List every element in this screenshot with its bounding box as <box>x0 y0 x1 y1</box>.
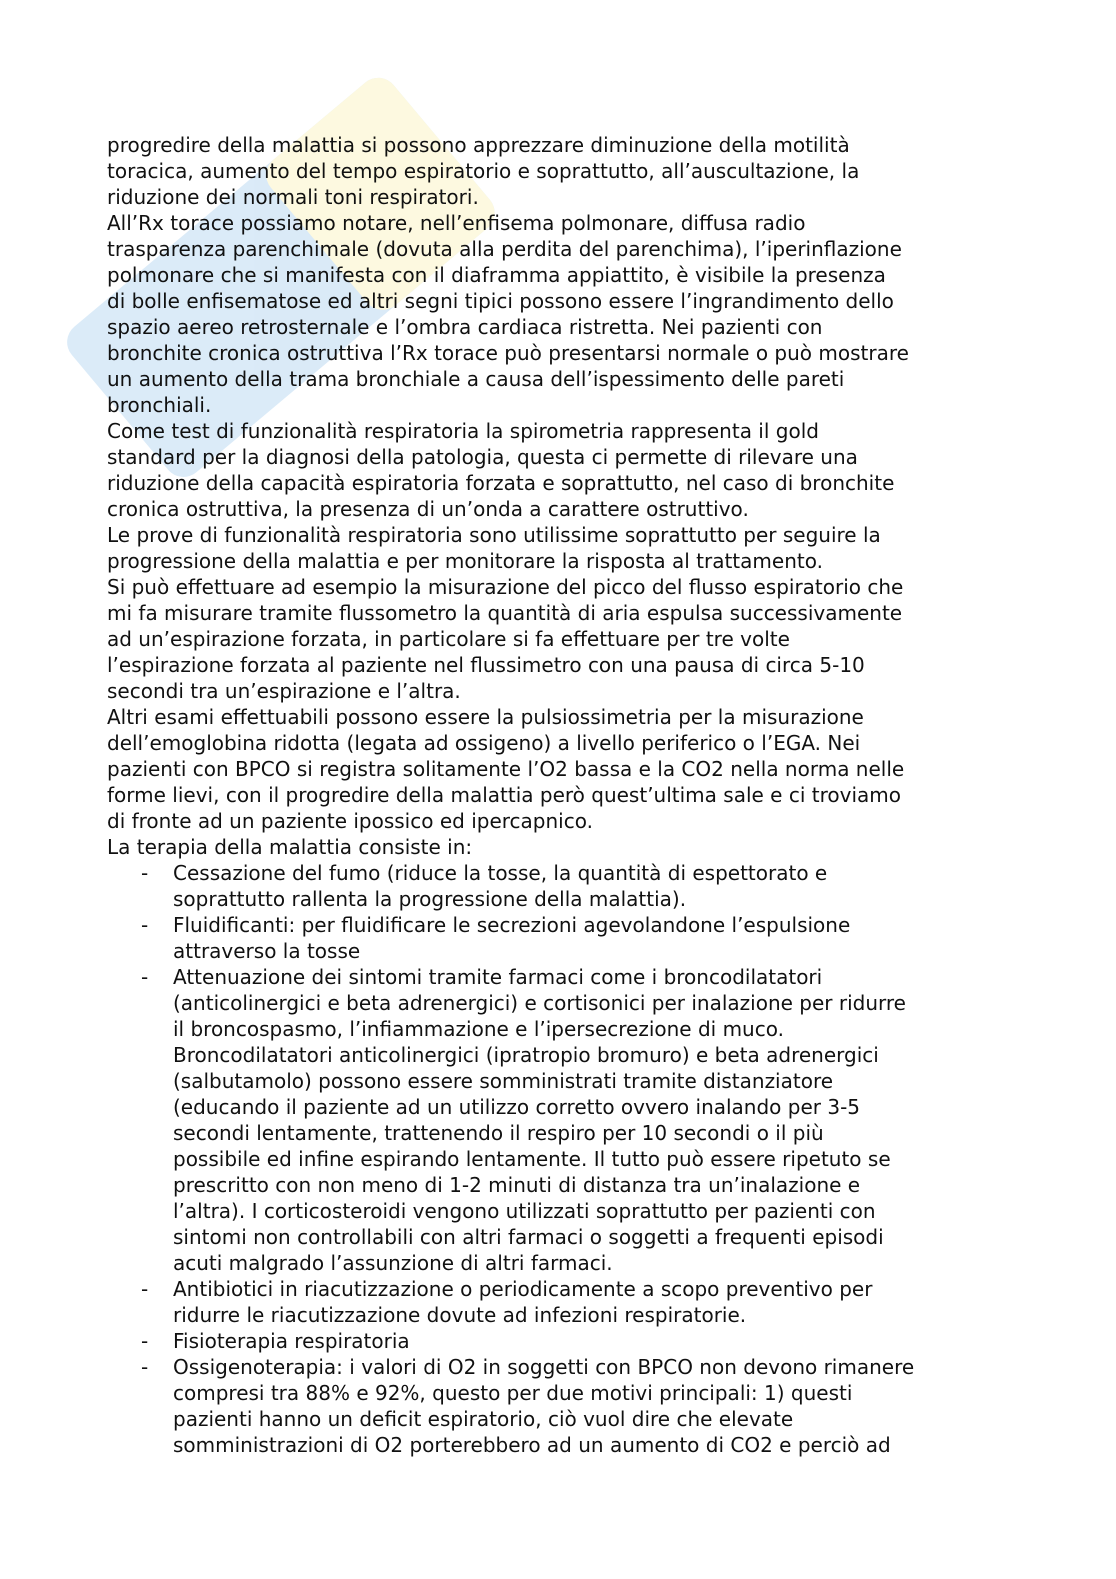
list-bullet: - <box>141 965 149 989</box>
text-line: di fronte ad un paziente ipossico ed ipercapnico. <box>107 809 593 833</box>
text-line: secondi tra un’espirazione e l’altra. <box>107 679 461 703</box>
text-line: riduzione dei normali toni respiratori. <box>107 185 479 209</box>
text-line: Le prove di funzionalità respiratoria sono utilissime soprattutto per seguire la <box>107 523 881 547</box>
list-item <box>107 860 914 912</box>
list-item-text: Fluidificanti: per fluidificare le secrezioni agevolandone l’espulsione <box>173 913 851 937</box>
text-line: di bolle enfisematose ed altri segni tipici possono essere l’ingrandimento dello <box>107 289 894 313</box>
therapy-list <box>107 860 914 1458</box>
list-bullet: - <box>141 861 149 885</box>
text-line: progressione della malattia e per monitorare la risposta al trattamento. <box>107 549 823 573</box>
list-item-text: attraverso la tosse <box>173 939 361 963</box>
list-item-text: (educando il paziente ad un utilizzo corretto ovvero inalando per 3-5 <box>173 1095 861 1119</box>
text-line: polmonare che si manifesta con il diaframma appiattito, è visibile la presenza <box>107 263 886 287</box>
text-line: Come test di funzionalità respiratoria la spirometria rappresenta il gold <box>107 419 819 443</box>
text-line: spazio aereo retrosternale e l’ombra cardiaca ristretta. Nei pazienti con <box>107 315 823 339</box>
text-line: trasparenza parenchimale (dovuta alla perdita del parenchima), l’iperinflazione <box>107 237 902 261</box>
list-bullet: - <box>141 913 149 937</box>
list-item <box>107 1328 914 1354</box>
list-bullet: - <box>141 1355 149 1379</box>
text-line: All’Rx torace possiamo notare, nell’enfisema polmonare, diffusa radio <box>107 211 806 235</box>
list-item-text: pazienti hanno un deficit espiratorio, ciò vuol dire che elevate <box>173 1407 794 1431</box>
text-line: mi fa misurare tramite flussometro la quantità di aria espulsa successivamente <box>107 601 903 625</box>
text-line: riduzione della capacità espiratoria forzata e soprattutto, nel caso di bronchite <box>107 471 895 495</box>
text-line: pazienti con BPCO si registra solitamente l’O2 bassa e la CO2 nella norma nelle <box>107 757 905 781</box>
text-line: La terapia della malattia consiste in: <box>107 835 473 859</box>
list-item-text: ridurre le riacutizzazione dovute ad infezioni respiratorie. <box>173 1303 747 1327</box>
text-line: bronchiali. <box>107 393 212 417</box>
list-item-text: compresi tra 88% e 92%, questo per due motivi principali: 1) questi <box>173 1381 853 1405</box>
list-item-text: il broncospasmo, l’infiammazione e l’ipersecrezione di muco. <box>173 1017 784 1041</box>
list-item-text: l’altra). I corticosteroidi vengono utilizzati soprattutto per pazienti con <box>173 1199 876 1223</box>
intro-paragraphs <box>107 132 914 860</box>
text-line: forme lievi, con il progredire della malattia però quest’ultima sale e ci troviamo <box>107 783 901 807</box>
list-item <box>107 1276 914 1328</box>
text-line: Altri esami effettuabili possono essere la pulsiossimetria per la misurazione <box>107 705 864 729</box>
document-body <box>107 132 914 1458</box>
text-line: bronchite cronica ostruttiva l’Rx torace può presentarsi normale o può mostrare <box>107 341 909 365</box>
list-item <box>107 912 914 964</box>
list-bullet: - <box>141 1277 149 1301</box>
text-line: ad un’espirazione forzata, in particolare si fa effettuare per tre volte <box>107 627 790 651</box>
list-item <box>107 964 914 1276</box>
list-item-text: Ossigenoterapia: i valori di O2 in soggetti con BPCO non devono rimanere <box>173 1355 915 1379</box>
list-item-text: sintomi non controllabili con altri farmaci o soggetti a frequenti episodi <box>173 1225 884 1249</box>
list-item-text: acuti malgrado l’assunzione di altri farmaci. <box>173 1251 613 1275</box>
list-bullet: - <box>141 1329 149 1353</box>
list-item-text: possibile ed infine espirando lentamente. Il tutto può essere ripetuto se <box>173 1147 891 1171</box>
text-line: l’espirazione forzata al paziente nel flussimetro con una pausa di circa 5-10 <box>107 653 865 677</box>
text-line: progredire della malattia si possono apprezzare diminuzione della motilità <box>107 133 850 157</box>
list-item-text: Antibiotici in riacutizzazione o periodicamente a scopo preventivo per <box>173 1277 873 1301</box>
list-item-text: somministrazioni di O2 porterebbero ad un aumento di CO2 e perciò ad <box>173 1433 891 1457</box>
text-line: cronica ostruttiva, la presenza di un’onda a carattere ostruttivo. <box>107 497 749 521</box>
text-line: toracica, aumento del tempo espiratorio e soprattutto, all’auscultazione, la <box>107 159 860 183</box>
text-line: Si può effettuare ad esempio la misurazione del picco del flusso espiratorio che <box>107 575 904 599</box>
list-item-text: (salbutamolo) possono essere somministrati tramite distanziatore <box>173 1069 834 1093</box>
list-item <box>107 1354 914 1458</box>
list-item-text: (anticolinergici e beta adrenergici) e cortisonici per inalazione per ridurre <box>173 991 906 1015</box>
list-item-text: Cessazione del fumo (riduce la tosse, la quantità di espettorato e <box>173 861 828 885</box>
list-item-text: secondi lentamente, trattenendo il respiro per 10 secondi o il più <box>173 1121 824 1145</box>
list-item-text: Fisioterapia respiratoria <box>173 1329 410 1353</box>
text-line: standard per la diagnosi della patologia, questa ci permette di rilevare una <box>107 445 858 469</box>
text-line: dell’emoglobina ridotta (legata ad ossigeno) a livello periferico o l’EGA. Nei <box>107 731 861 755</box>
list-item-text: prescritto con non meno di 1-2 minuti di distanza tra un’inalazione e <box>173 1173 861 1197</box>
text-line: un aumento della trama bronchiale a causa dell’ispessimento delle pareti <box>107 367 845 391</box>
list-item-text: Attenuazione dei sintomi tramite farmaci come i broncodilatatori <box>173 965 823 989</box>
list-item-text: Broncodilatatori anticolinergici (ipratropio bromuro) e beta adrenergici <box>173 1043 879 1067</box>
list-item-text: soprattutto rallenta la progressione della malattia). <box>173 887 687 911</box>
